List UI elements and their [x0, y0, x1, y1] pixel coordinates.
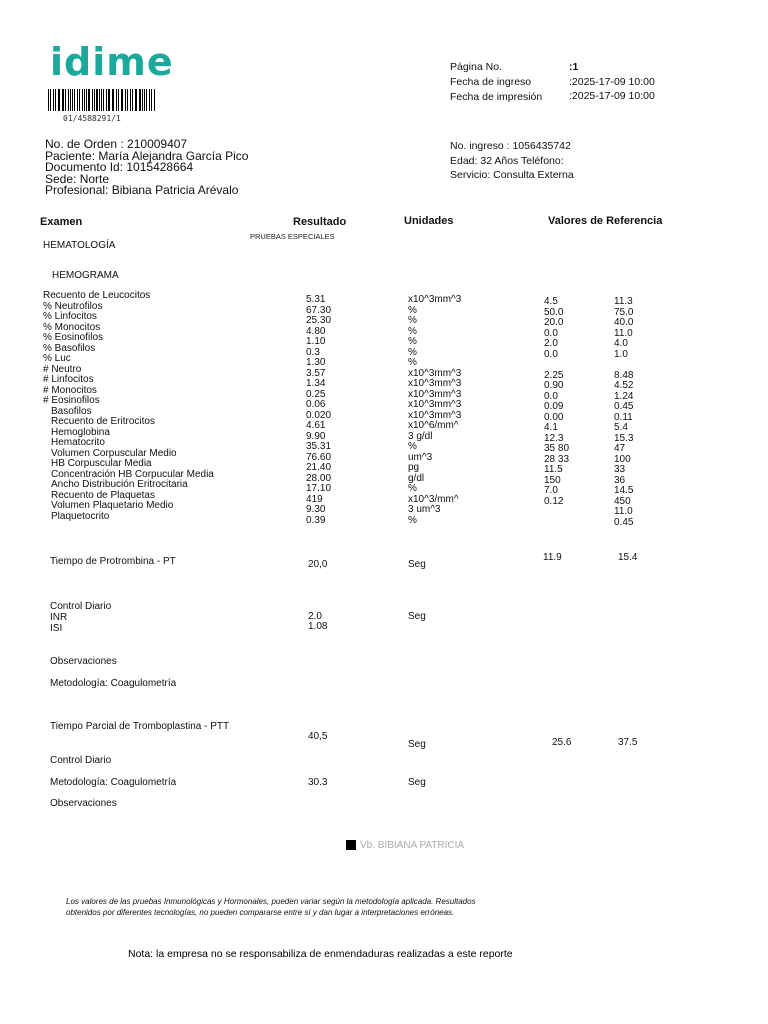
- ref-low: 150: [544, 474, 561, 486]
- exam-result: 4.61: [306, 420, 326, 431]
- barcode-bar: [112, 89, 113, 111]
- exam-unit: %: [408, 325, 417, 337]
- barcode-bar: [59, 89, 60, 111]
- ref-high: 33: [614, 464, 626, 475]
- ptt-name: Tiempo Parcial de Tromboplastina - PTT: [50, 721, 230, 732]
- exam-name: % Basofilos: [43, 342, 96, 354]
- exam-name: # Neutro: [43, 363, 82, 375]
- exam-result: 9.90: [306, 430, 326, 442]
- ref-high: 8.48: [614, 369, 634, 381]
- barcode-bar: [99, 89, 100, 111]
- idime-logo: idime: [50, 40, 174, 84]
- barcode-bar: [84, 89, 85, 111]
- pagina-label: Página No.: [450, 61, 502, 73]
- barcode-bar: [139, 89, 141, 111]
- ptt-metodologia-unit: Seg: [408, 777, 426, 788]
- patient-name: Paciente: María Alejandra García Pico: [45, 148, 249, 163]
- barcode-bar: [86, 89, 87, 111]
- exam-name: # Eosinofilos: [43, 395, 100, 406]
- exam-name: Hemoglobina: [51, 426, 110, 438]
- profesional: Profesional: Bibiana Patricia Arévalo: [45, 183, 239, 197]
- exam-name: % Linfocitos: [43, 311, 97, 322]
- header-valores-referencia: Valores de Referencia: [548, 215, 663, 227]
- ref-low: 2.25: [544, 369, 564, 381]
- ptt-ref-low: 25.6: [552, 737, 572, 748]
- pt-metodologia: Metodología: Coagulometría: [50, 678, 177, 689]
- pt-name: Tiempo de Protrombina - PT: [50, 556, 176, 567]
- exam-name: % Luc: [43, 353, 71, 364]
- barcode-bar: [77, 89, 78, 111]
- exam-unit: x10^3mm^3: [408, 388, 462, 400]
- exam-result: 76.60: [306, 451, 332, 463]
- exam-result: 25.30: [306, 315, 332, 326]
- barcode-bar: [136, 89, 137, 111]
- signature: [346, 840, 464, 851]
- exam-result: 4.80: [306, 325, 326, 337]
- exam-unit: %: [408, 304, 417, 316]
- exam-name: Hematocrito: [51, 437, 105, 448]
- barcode-bar: [53, 89, 54, 111]
- exam-name: Plaquetocrito: [51, 510, 110, 522]
- ref-low: 0.0: [544, 390, 558, 402]
- barcode-number: 01/4588291/1: [63, 114, 121, 123]
- exam-unit: %: [408, 315, 417, 326]
- exam-name: Concentración HB Corpucular Media: [51, 468, 214, 480]
- ingreso-number: No. ingreso : 1056435742: [450, 140, 571, 152]
- barcode-bar: [79, 89, 80, 111]
- barcode-bar: [146, 89, 147, 111]
- ref-low: 0.0: [544, 348, 558, 360]
- ref-low: 7.0: [544, 485, 558, 496]
- barcode-bar: [144, 89, 145, 111]
- barcode-bar: [154, 89, 155, 111]
- barcode-bar: [96, 89, 97, 111]
- exam-name: Recuento de Eritrocitos: [51, 416, 155, 427]
- exam-result: 28.00: [306, 472, 332, 484]
- exam-result: 67.30: [306, 304, 332, 316]
- signature-mark-icon: [346, 840, 356, 850]
- document-id: Documento Id: 1015428664: [45, 160, 194, 174]
- admission-info: [450, 139, 574, 183]
- ref-low: 0.12: [544, 495, 564, 507]
- ptt-ref-high: 37.5: [618, 737, 638, 748]
- pt-control-diario: Control Diario: [50, 601, 112, 612]
- ref-high: 4.0: [614, 338, 628, 349]
- exam-name: % Eosinofilos: [43, 332, 104, 343]
- exam-unit: pg: [408, 462, 420, 473]
- exam-unit: x10^3mm^3: [408, 399, 462, 410]
- pt-isi-value: 1.08: [308, 621, 328, 632]
- barcode-bar: [106, 89, 107, 111]
- ref-low: 12.3: [544, 432, 564, 444]
- pt-control-unit: Seg: [408, 611, 426, 622]
- fecha-ingreso-value: :2025-17-09 10:00: [569, 76, 655, 88]
- exam-result: 1.34: [306, 378, 326, 389]
- hemograma-names: [43, 291, 214, 522]
- disclaimer-line-1: Los valores de las pruebas Inmunológicas y Hormonales, pueden variar según la metodología aplicada. Resultados: [66, 897, 476, 906]
- ref-low: 28 33: [544, 453, 570, 465]
- barcode-bar: [116, 89, 117, 111]
- barcode-bar: [135, 89, 136, 111]
- ptt-control-diario: Control Diario: [50, 755, 112, 766]
- ref-low: 0.00: [544, 411, 564, 423]
- ref-high: 15.3: [614, 432, 634, 444]
- exam-result: 5.31: [306, 294, 326, 305]
- ref-low: 4.5: [544, 296, 558, 307]
- barcode-bar: [127, 89, 128, 111]
- hemograma-ref-low: [544, 297, 569, 507]
- ref-low: 0.0: [544, 327, 558, 339]
- exam-result: 419: [306, 493, 323, 505]
- exam-result: 0.25: [306, 388, 326, 400]
- exam-unit: %: [408, 441, 417, 452]
- barcode-bar: [103, 89, 104, 111]
- pagina-value: :1: [569, 61, 579, 73]
- hemograma-results: [306, 295, 331, 526]
- ptt-metodologia: Metodología: Coagulometría: [50, 777, 177, 788]
- barcode-bar: [142, 89, 143, 111]
- barcode-image: [48, 89, 156, 111]
- exam-name: Recuento de Plaquetas: [51, 489, 155, 501]
- barcode-bar: [94, 89, 95, 111]
- orden-number: No. de Orden : 210009407: [45, 137, 188, 151]
- pt-result: 20,0: [308, 559, 328, 570]
- barcode-bar: [88, 89, 90, 111]
- exam-result: 1.10: [306, 336, 326, 347]
- exam-name: % Neutrofilos: [43, 300, 103, 312]
- ref-high: 0.11: [614, 411, 633, 423]
- ref-high: 0.45: [614, 516, 634, 528]
- barcode-bar: [62, 89, 64, 111]
- signature-text: Vb. BIBIANA PATRICIA: [360, 840, 465, 851]
- ref-high: 100: [614, 453, 631, 465]
- exam-result: 17.10: [306, 483, 332, 494]
- ref-high: 75.0: [614, 306, 634, 318]
- barcode-bar: [48, 89, 49, 111]
- exam-name: # Monocitos: [43, 384, 97, 396]
- header-examen: Examen: [40, 216, 83, 228]
- exam-unit: %: [408, 483, 417, 494]
- pt-observaciones: Observaciones: [50, 656, 117, 667]
- pt-ref-high: 15.4: [618, 552, 638, 563]
- barcode-bar: [132, 89, 133, 111]
- hemograma-units: [408, 295, 461, 526]
- sede: Sede: Norte: [45, 171, 110, 186]
- exam-name: HB Corpuscular Media: [51, 458, 152, 469]
- disclaimer: [66, 896, 476, 918]
- ref-high: 40.0: [614, 317, 634, 328]
- fecha-impresion-value: :2025-17-09 10:00: [569, 90, 655, 102]
- ref-high: 1.0: [614, 348, 628, 360]
- header-unidades: Unidades: [404, 215, 454, 227]
- barcode-bar: [113, 89, 114, 111]
- exam-unit: 3 g/dl: [408, 430, 433, 442]
- ref-high: 11.0: [614, 506, 633, 517]
- barcode-bar: [125, 89, 126, 111]
- exam-unit: x10^3mm^3: [408, 378, 462, 389]
- exam-unit: x10^3mm^3: [408, 294, 462, 305]
- exam-unit: %: [408, 357, 417, 368]
- ref-high: 450: [614, 495, 631, 507]
- exam-unit: g/dl: [408, 472, 425, 484]
- barcode-bar: [122, 89, 123, 111]
- ref-high: 36: [614, 474, 626, 486]
- hemograma-ref-high: [614, 297, 633, 528]
- exam-unit: x10^3mm^3: [408, 367, 462, 379]
- exam-unit: x10^6/mm^: [408, 420, 459, 431]
- barcode-bar: [65, 89, 66, 111]
- pruebas-especiales-label: PRUEBAS ESPECIALES: [250, 232, 335, 241]
- patient-info: [45, 139, 248, 197]
- barcode-bar: [101, 89, 102, 111]
- ref-low: 35 80: [544, 443, 570, 454]
- ref-high: [614, 360, 633, 371]
- ref-high: 4.52: [614, 380, 634, 391]
- barcode-bar: [108, 89, 110, 111]
- exam-name: Volumen Corpuscular Medio: [51, 447, 177, 459]
- header-resultado: Resultado: [293, 216, 347, 228]
- ref-low: 20.0: [544, 317, 564, 328]
- ref-low: [544, 360, 569, 371]
- ref-low: 2.0: [544, 338, 558, 349]
- exam-result: 3.57: [306, 367, 326, 379]
- section-hemograma: HEMOGRAMA: [52, 270, 119, 281]
- edad-telefono: Edad: 32 Años Teléfono:: [450, 154, 564, 167]
- exam-name: Recuento de Leucocitos: [43, 290, 151, 301]
- ref-low: 0.09: [544, 401, 564, 412]
- barcode-bar: [130, 89, 131, 111]
- barcode-bar: [118, 89, 119, 111]
- ref-high: 47: [614, 443, 626, 454]
- fecha-ingreso-label: Fecha de ingreso: [450, 76, 532, 88]
- barcode-bar: [58, 89, 59, 111]
- exam-name: # Linfocitos: [43, 374, 94, 385]
- barcode-bar: [72, 89, 73, 111]
- ref-low: 50.0: [544, 306, 564, 318]
- exam-result: 0.06: [306, 399, 326, 410]
- barcode-bar: [55, 89, 56, 111]
- exam-unit: um^3: [408, 451, 433, 463]
- barcode-bar: [70, 89, 71, 111]
- barcode-bar: [149, 89, 150, 111]
- ptt-result: 40,5: [308, 731, 328, 742]
- ptt-metodologia-value: 30.3: [308, 777, 328, 788]
- exam-result: 0.39: [306, 514, 326, 526]
- exam-result: 1.30: [306, 357, 326, 368]
- ptt-observaciones: Observaciones: [50, 798, 117, 809]
- exam-result: 21.40: [306, 462, 332, 473]
- pt-unit: Seg: [408, 559, 426, 570]
- exam-unit: %: [408, 346, 417, 358]
- barcode-bar: [151, 89, 152, 111]
- servicio: Servicio: Consulta Externa: [450, 169, 574, 181]
- barcode-bar: [92, 89, 93, 111]
- exam-unit: %: [408, 336, 417, 347]
- ref-high: 11.0: [614, 327, 633, 339]
- exam-result: 35.31: [306, 441, 332, 452]
- pt-inr-label: INR: [50, 612, 68, 623]
- disclaimer-line-2: obtenidos por diferentes tecnologías, no pueden compararse entre sí y dan lugar a interpretaciones erróneas.: [66, 908, 455, 917]
- ref-low: 4.1: [544, 422, 558, 433]
- pt-inr-value: 2.0: [308, 611, 322, 622]
- ref-low: 11.5: [544, 464, 563, 475]
- ref-high: 5.4: [614, 422, 628, 433]
- ref-high: 1.24: [614, 390, 634, 402]
- barcode-bar: [82, 89, 83, 111]
- section-hematologia: HEMATOLOGÍA: [43, 240, 116, 251]
- barcode-bar: [121, 89, 122, 111]
- pt-isi-label: ISI: [50, 623, 63, 634]
- fecha-impresion-label: Fecha de impresión: [450, 91, 543, 103]
- exam-result: 9.30: [306, 504, 326, 515]
- barcode-bar: [50, 89, 51, 111]
- exam-unit: 3 um^3: [408, 504, 441, 515]
- exam-unit: x10^3mm^3: [408, 409, 462, 421]
- exam-unit: %: [408, 514, 417, 526]
- ref-low: 0.90: [544, 380, 564, 391]
- exam-name: Basofilos: [51, 405, 92, 417]
- exam-result: 0.020: [306, 409, 332, 421]
- exam-name: Volumen Plaquetario Medio: [51, 500, 174, 511]
- exam-name: Ancho Distribución Eritrocitaria: [51, 479, 188, 490]
- ref-high: 0.45: [614, 401, 634, 412]
- ref-high: 11.3: [614, 296, 633, 307]
- exam-name: % Monocitos: [43, 321, 101, 333]
- barcode-bar: [68, 89, 69, 111]
- footer-note: Nota: la empresa no se responsabiliza de enmendaduras realizadas a este reporte: [128, 948, 513, 960]
- ref-high: 14.5: [614, 485, 634, 496]
- ptt-unit: Seg: [408, 739, 426, 750]
- exam-unit: x10^3/mm^: [408, 493, 459, 505]
- pt-ref-low: 11.9: [543, 552, 562, 563]
- barcode-bar: [74, 89, 75, 111]
- exam-result: 0.3: [306, 346, 320, 358]
